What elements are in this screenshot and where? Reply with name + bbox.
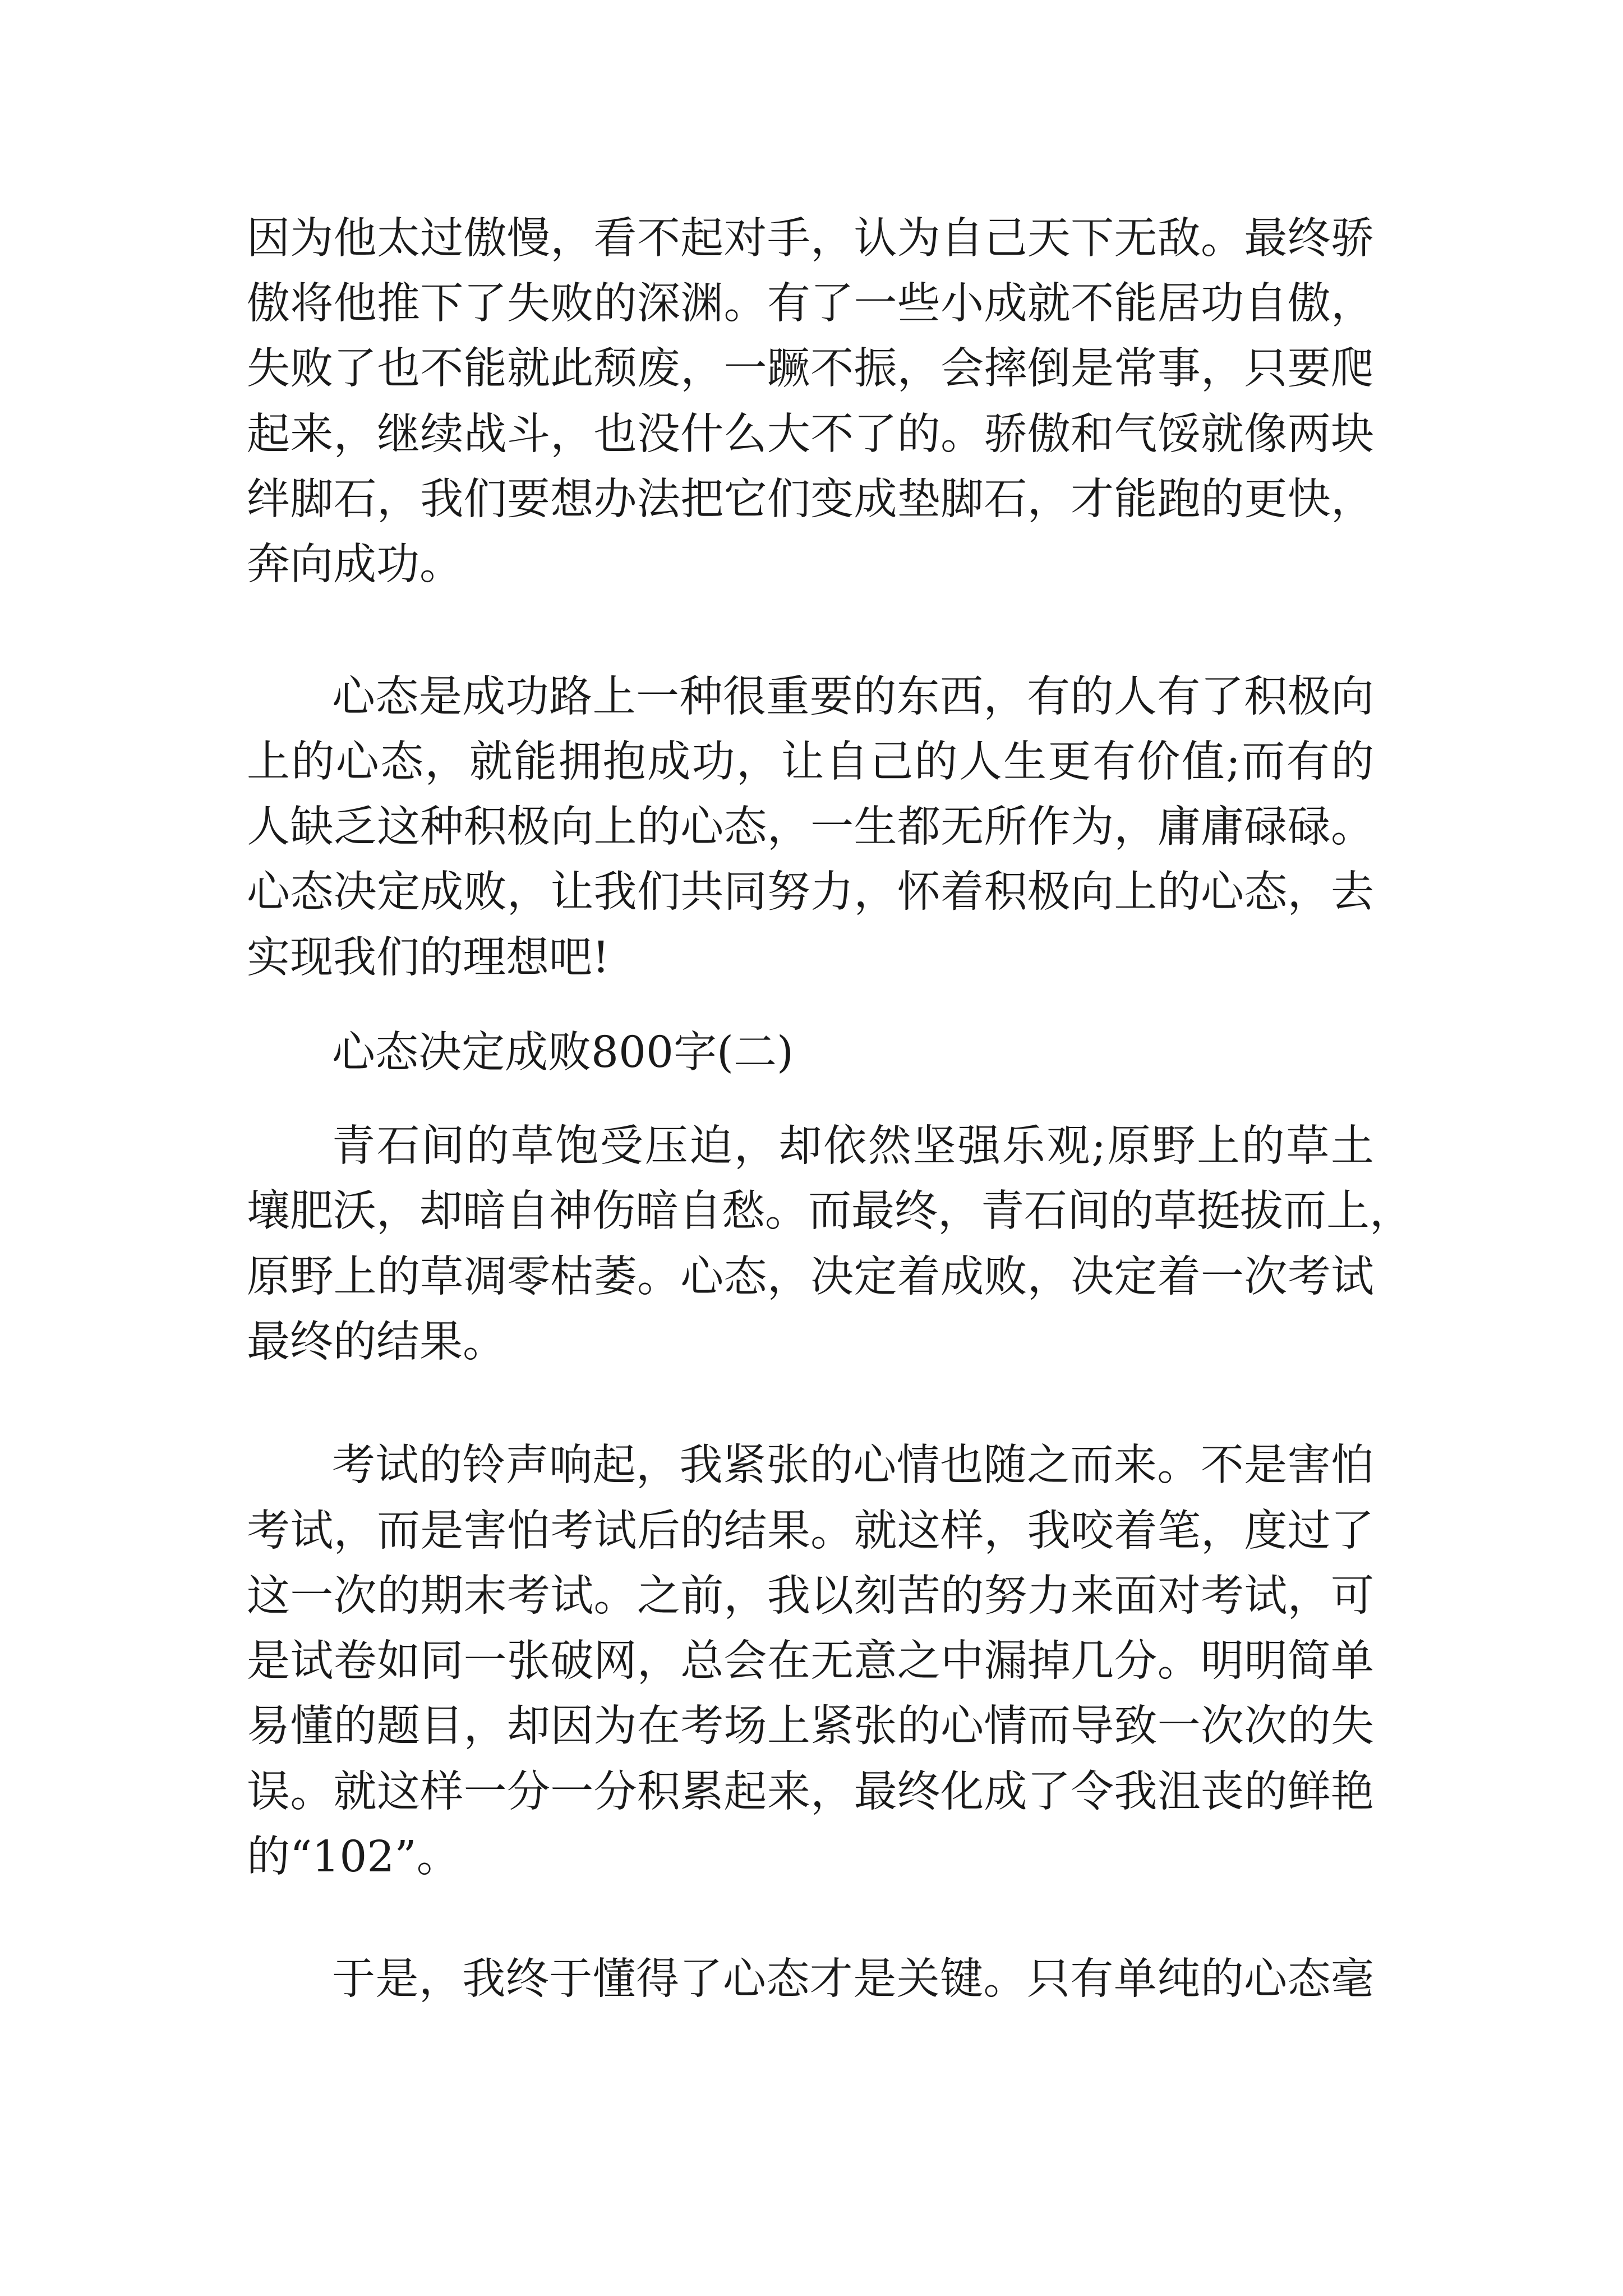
paragraph-line: 奔向成功。 xyxy=(247,540,463,590)
paragraph-line: 青石间的草饱受压迫，却依然坚强乐观;原野上的草土 xyxy=(332,1121,1374,1171)
section-heading: 心态决定成败800字(二) xyxy=(332,1028,794,1078)
paragraph-line: 上的心态，就能拥抱成功，让自己的人生更有价值;而有的 xyxy=(247,737,1374,787)
paragraph-line: 的“102”。 xyxy=(247,1832,460,1882)
paragraph-line: 傲将他推下了失败的深渊。有了一些小成就不能居功自傲， xyxy=(247,279,1374,329)
paragraph-line: 壤肥沃，却暗自神伤暗自愁。而最终，青石间的草挺拔而上， xyxy=(247,1186,1413,1236)
paragraph-line: 原野上的草凋零枯萎。心态，决定着成败，决定着一次考试 xyxy=(247,1252,1374,1302)
paragraph-line: 误。就这样一分一分积累起来，最终化成了令我沮丧的鲜艳 xyxy=(247,1767,1374,1817)
paragraph-line: 起来，继续战斗，也没什么大不了的。骄傲和气馁就像两块 xyxy=(247,409,1374,459)
paragraph-line: 考试，而是害怕考试后的结果。就这样，我咬着笔，度过了 xyxy=(247,1506,1374,1556)
paragraph-line: 绊脚石，我们要想办法把它们变成垫脚石，才能跑的更快， xyxy=(247,475,1374,524)
paragraph-line: 考试的铃声响起，我紧张的心情也随之而来。不是害怕 xyxy=(332,1441,1374,1490)
paragraph-line: 人缺乏这种积极向上的心态，一生都无所作为，庸庸碌碌。 xyxy=(247,802,1374,852)
paragraph-line: 是试卷如同一张破网，总会在无意之中漏掉几分。明明简单 xyxy=(247,1636,1374,1686)
paragraph-line: 于是，我终于懂得了心态才是关键。只有单纯的心态毫 xyxy=(332,1954,1374,2004)
paragraph-line: 易懂的题目，却因为在考场上紧张的心情而导致一次次的失 xyxy=(247,1701,1374,1751)
paragraph-line: 心态决定成败，让我们共同努力，怀着积极向上的心态，去 xyxy=(247,867,1374,917)
paragraph-line: 这一次的期末考试。之前，我以刻苦的努力来面对考试，可 xyxy=(247,1571,1374,1621)
paragraph-line: 因为他太过傲慢，看不起对手，认为自己天下无敌。最终骄 xyxy=(247,214,1374,264)
paragraph-line: 失败了也不能就此颓废，一蹶不振，会摔倒是常事，只要爬 xyxy=(247,344,1374,394)
paragraph-line: 实现我们的理想吧! xyxy=(247,933,610,983)
paragraph-line: 最终的结果。 xyxy=(247,1317,506,1367)
paragraph-line: 心态是成功路上一种很重要的东西，有的人有了积极向 xyxy=(332,672,1374,722)
